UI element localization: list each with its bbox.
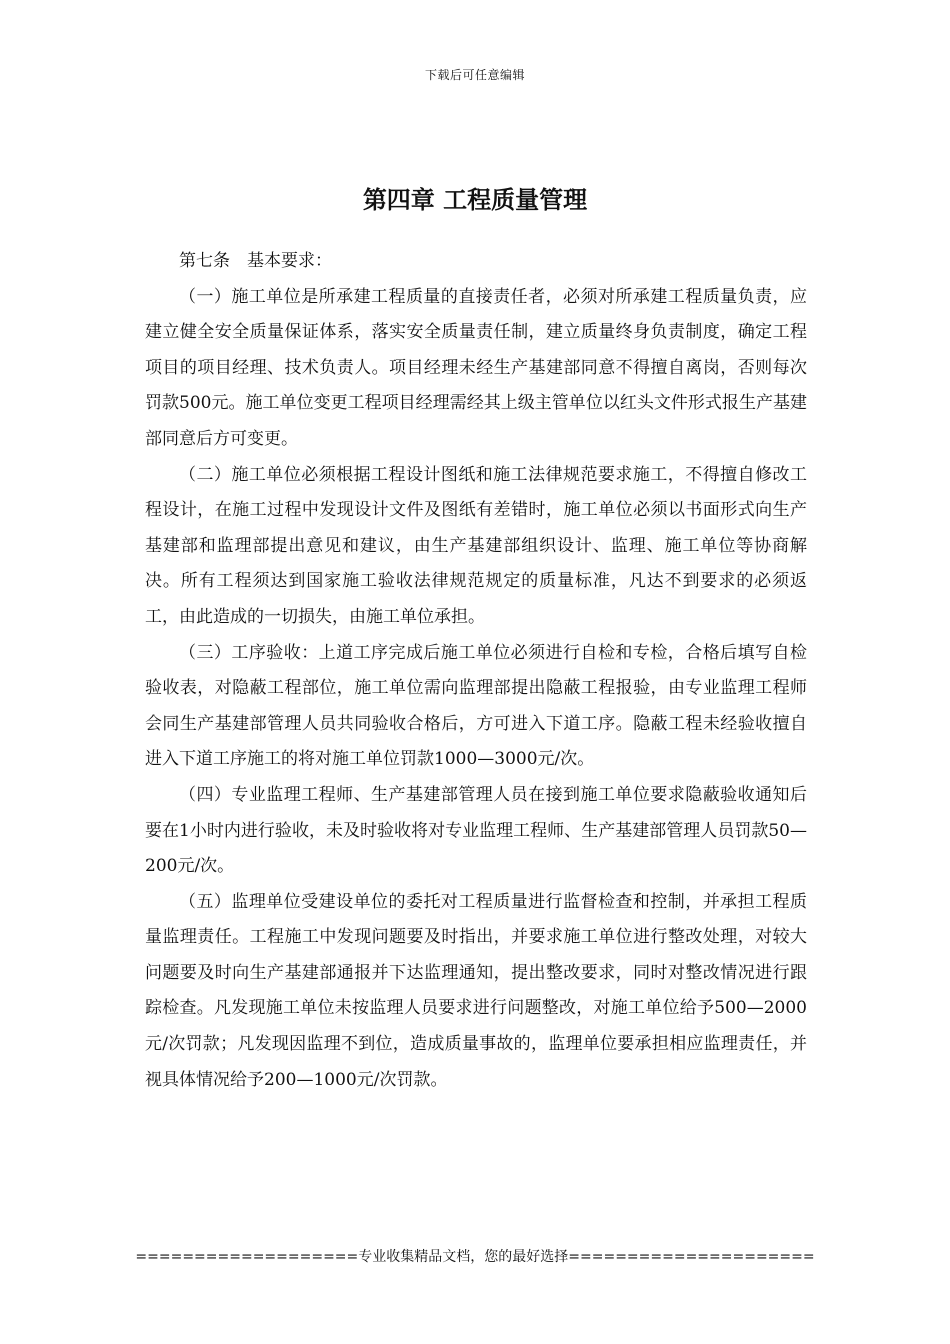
paragraph-5: （五）监理单位受建设单位的委托对工程质量进行监督检查和控制，并承担工程质量监理责任。工程施工中发现问题要及时指出，并要求施工单位进行整改处理，对较大问题要及时向生产基建部通报并下达监理通知，提出整改要求，同时对整改情况进行跟踪检查。凡发现施工单位未按监理人员要求进行问题整改，对施工单位给予500—2000元/次罚款；凡发现因监理不到位，造成质量事故的，监理单位要承担相应监理责任，并视具体情况给予200—1000元/次罚款。 <box>145 891 807 1090</box>
paragraph-4: （四）专业监理工程师、生产基建部管理人员在接到施工单位要求隐蔽验收通知后要在1小时内进行验收，未及时验收将对专业监理工程师、生产基建部管理人员罚款50—200元/次。 <box>145 784 807 877</box>
chapter-title: 第四章 工程质量管理 <box>362 186 588 214</box>
header-note: 下载后可任意编辑 <box>424 68 525 82</box>
paragraph-1: （一）施工单位是所承建工程质量的直接责任者，必须对所承建工程质量负责，应建立健全安全质量保证体系，落实安全质量责任制，建立质量终身负责制度，确定工程项目的项目经理、技术负责人。项目经理未经生产基建部同意不得擅自离岗，否则每次罚款500元。施工单位变更工程项目经理需经其上级主管单位以红头文件形式报生产基建部同意后方可变更。 <box>145 286 807 449</box>
footer-banner: ===================专业收集精品文档，您的最好选择===================== <box>135 1249 815 1265</box>
paragraph-2: （二）施工单位必须根据工程设计图纸和施工法律规范要求施工，不得擅自修改工程设计，在施工过程中发现设计文件及图纸有差错时，施工单位必须以书面形式向生产基建部和监理部提出意见和建议，由生产基建部组织设计、监理、施工单位等协商解决。所有工程须达到国家施工验收法律规范规定的质量标准，凡达不到要求的必须返工，由此造成的一切损失，由施工单位承担。 <box>145 464 807 627</box>
article-heading: 第七条 基本要求： <box>179 251 332 271</box>
document-body <box>145 244 807 1098</box>
paragraph-3: （三）工序验收：上道工序完成后施工单位必须进行自检和专检，合格后填写自检验收表，对隐蔽工程部位，施工单位需向监理部提出隐蔽工程报验，由专业监理工程师会同生产基建部管理人员共同验收合格后，方可进入下道工序。隐蔽工程未经验收擅自进入下道工序施工的将对施工单位罚款1000—3000元/次。 <box>145 642 807 770</box>
